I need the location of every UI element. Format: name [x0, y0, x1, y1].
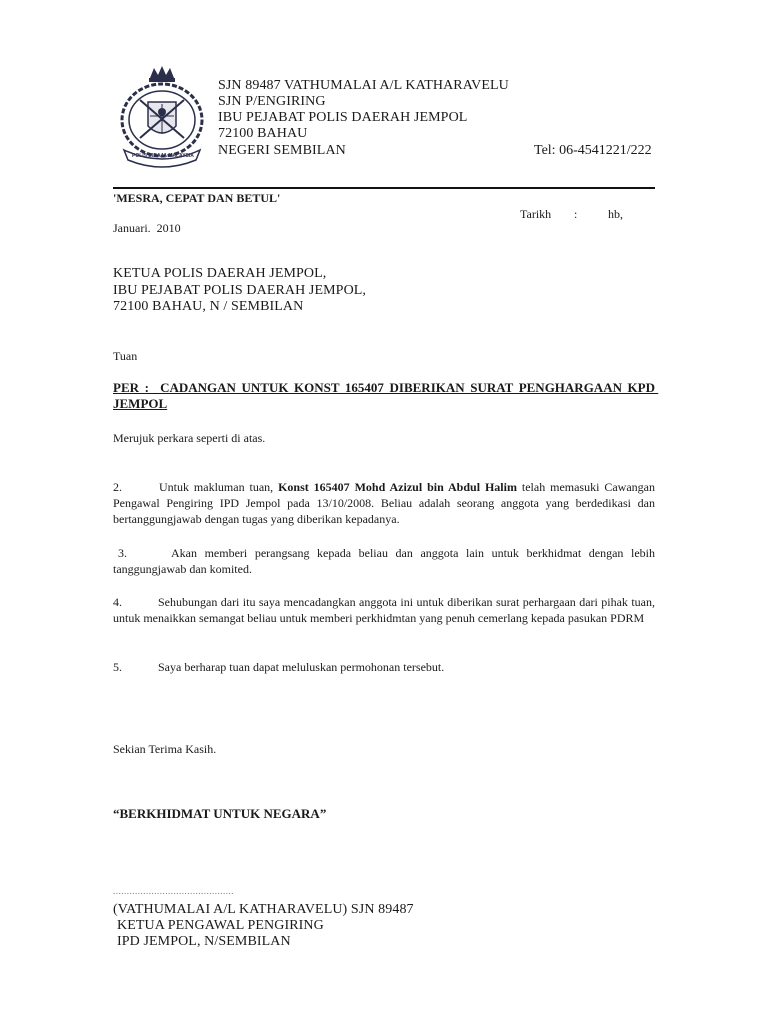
officer-name: Konst 165407 Mohd Azizul bin Abdul Halim	[278, 480, 517, 494]
police-crest-icon	[112, 64, 212, 170]
date-hb: hb,	[608, 207, 623, 221]
paragraph-2	[113, 479, 655, 527]
subject-line: PER : CADANGAN UNTUK KONST 165407 DIBERIKAN SURAT PENGHARGAAN KPD JEMPOL	[113, 380, 659, 411]
motto: 'MESRA, CEPAT DAN BETUL'	[113, 191, 281, 205]
sender-office: IBU PEJABAT POLIS DAERAH JEMPOL	[218, 110, 468, 125]
signatory-office: IPD JEMPOL, N/SEMBILAN	[117, 934, 291, 949]
intro-text: Merujuk perkara seperti di atas.	[113, 431, 266, 445]
closing: Sekian Terima Kasih.	[113, 742, 217, 756]
paragraph-number: 2.	[113, 480, 122, 494]
paragraph-3	[113, 545, 655, 577]
signature-line: ............................................	[113, 886, 234, 896]
telephone: Tel: 06-4541221/222	[534, 143, 652, 158]
paragraph-5-text: Saya berharap tuan dapat meluluskan permohonan tersebut.	[158, 660, 445, 674]
paragraph-5	[113, 659, 655, 675]
paragraph-4-text: Sehubungan dari itu saya mencadangkan anggota ini untuk diberikan surat perhargaan dari pihak tuan, untuk menaikkan semangat beliau untuk memberi perkhidmtan yang penuh cemerlang kepada pasukan PDRM	[113, 595, 655, 625]
recipient-line: KETUA POLIS DAERAH JEMPOL,	[113, 266, 327, 281]
paragraph-number: 4.	[113, 595, 122, 609]
date-separator: :	[574, 207, 578, 221]
recipient-line: 72100 BAHAU, N / SEMBILAN	[113, 299, 304, 314]
signatory-name: (VATHUMALAI A/L KATHARAVELU) SJN 89487	[113, 902, 414, 917]
slogan: “BERKHIDMAT UNTUK NEGARA”	[113, 806, 327, 821]
paragraph-2-lead: Untuk makluman tuan,	[159, 480, 279, 494]
paragraph-number: 5.	[113, 660, 122, 674]
header-divider	[113, 187, 655, 189]
date-label: Tarikh	[520, 207, 552, 221]
logo-text: POLIS DIRAJA MALAYSIA	[132, 153, 194, 159]
sender-state: NEGERI SEMBILAN	[218, 143, 346, 158]
paragraph-2-rest: telah memasuki Cawangan Pengawal Pengiring IPD Jempol pada 13/10/2008. Beliau adalah seorang anggota yang berdedikasi dan bertanggungjawab dengan tugas yang diberikan kepadanya.	[113, 480, 655, 526]
paragraph-4	[113, 594, 655, 626]
paragraph-3-text: Akan memberi perangsang kepada beliau dan anggota lain untuk berkhidmat dengan lebih tanggungjawab dan komited.	[113, 546, 655, 576]
salutation: Tuan	[113, 349, 138, 363]
recipient-line: IBU PEJABAT POLIS DAERAH JEMPOL,	[113, 283, 367, 298]
sender-rank: SJN P/ENGIRING	[218, 94, 326, 109]
sender-postcode: 72100 BAHAU	[218, 126, 308, 141]
paragraph-number: 3.	[118, 546, 127, 560]
date-month-year: Januari. 2010	[113, 221, 181, 235]
sender-name: SJN 89487 VATHUMALAI A/L KATHARAVELU	[218, 78, 509, 93]
signatory-title: KETUA PENGAWAL PENGIRING	[117, 918, 324, 933]
